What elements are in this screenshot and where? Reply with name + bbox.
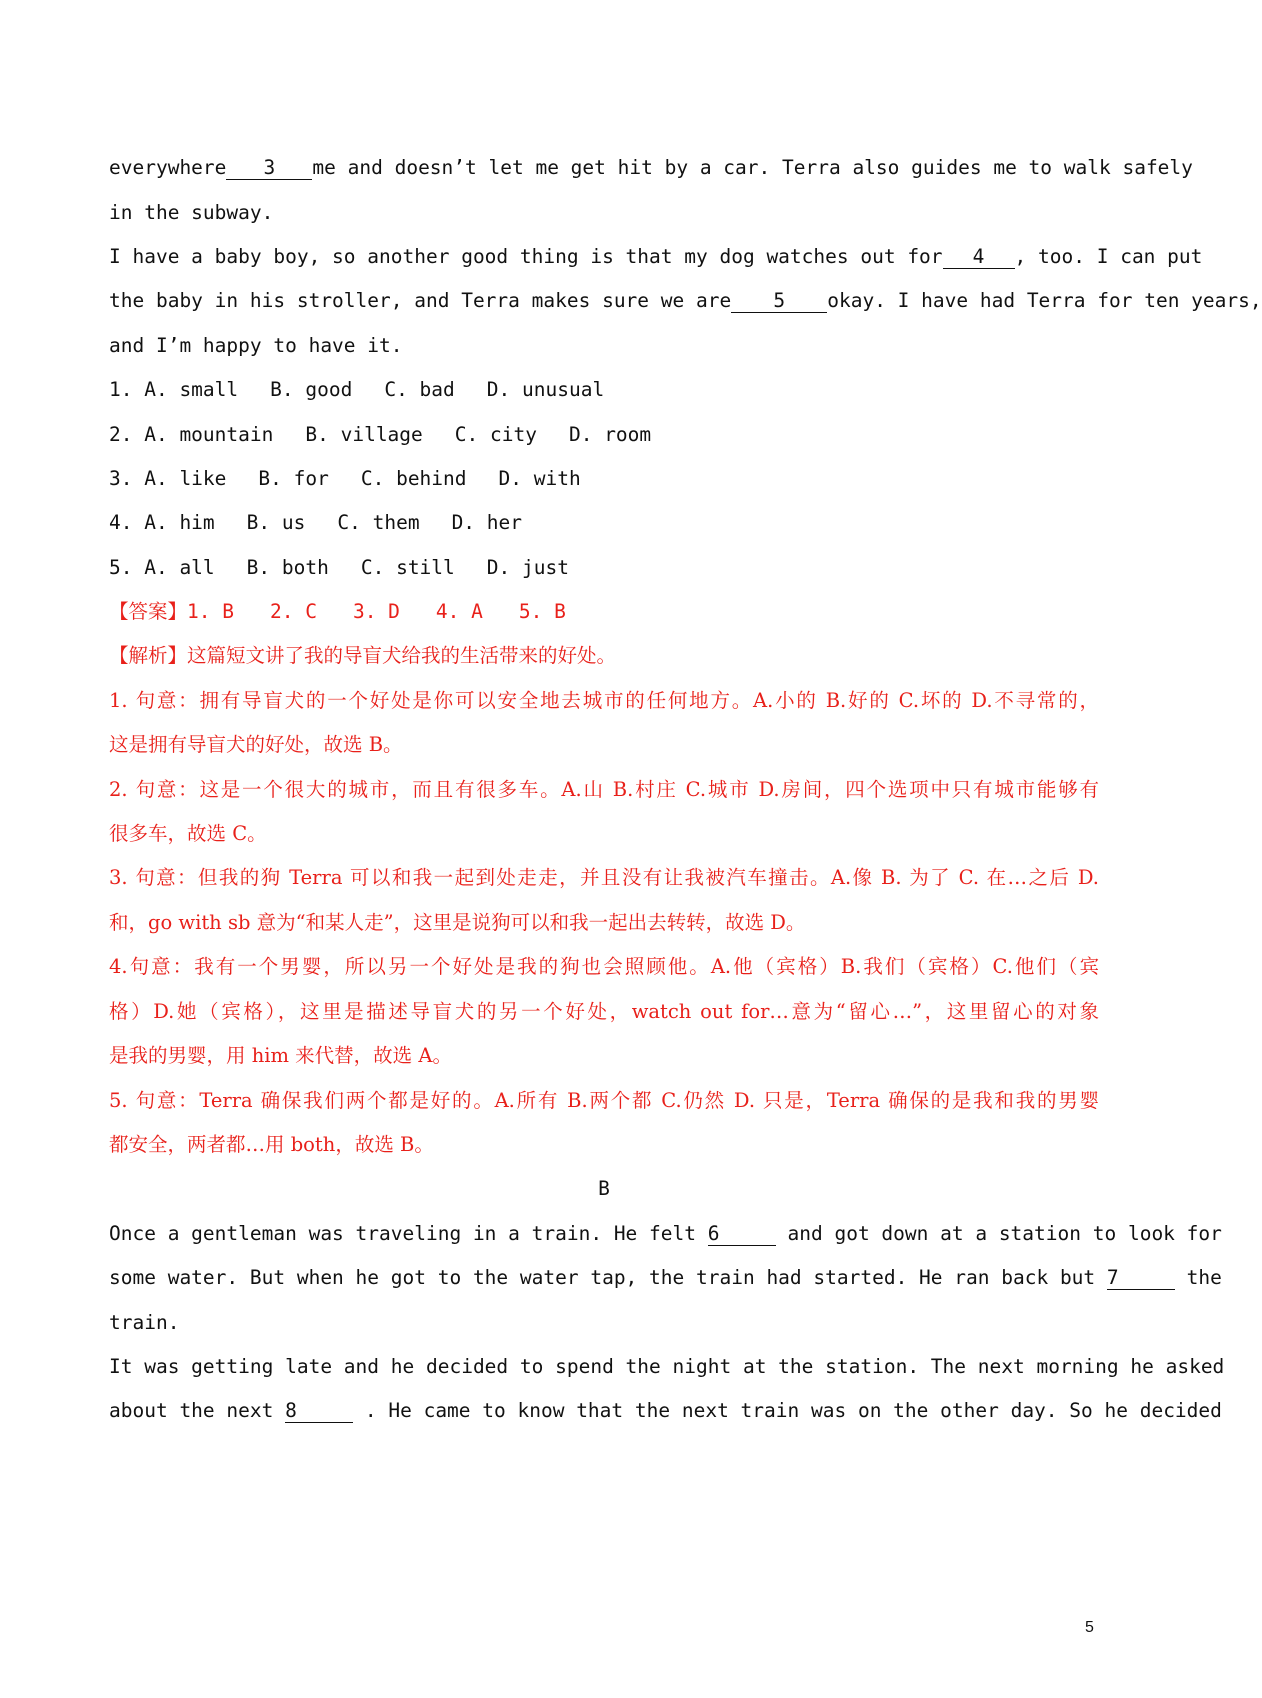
- passage-a-line-4: [109, 287, 1262, 315]
- page-number: 5: [1085, 1619, 1094, 1636]
- answer-2: 2. C: [269, 600, 317, 623]
- answer-1: 1. B: [187, 600, 234, 623]
- analysis-intro: [109, 642, 1099, 670]
- text: okay. I have had Terra for ten years,: [827, 289, 1262, 312]
- text: the baby in his stroller, and Terra makes sure we are: [109, 289, 732, 312]
- explanation-2a: 2. 句意：这是一个很大的城市，而且有很多车。A.山 B.村庄 C.城市 D.房间，四个选项中只有城市能够有: [109, 778, 1099, 801]
- answer-4: 4. A: [435, 600, 483, 623]
- blank-5: 5: [731, 290, 827, 313]
- text: . He came to know that the next train was on the other day. So he decided: [364, 1399, 1222, 1422]
- blank-3: 3: [226, 157, 312, 180]
- question-5-options: [109, 554, 1099, 582]
- explanation-4b: 格）D.她（宾格），这里是描述导盲犬的另一个好处，watch out for…意为“留心…”，这里留心的对象: [109, 1000, 1099, 1023]
- answer-5: 5. B: [518, 600, 566, 623]
- explanation-5a: 5. 句意：Terra 确保我们两个都是好的。A.所有 B.两个都 C.仍然 D. 只是，Terra 确保的是我和我的男婴: [109, 1089, 1099, 1112]
- question-4-options: [109, 509, 1099, 537]
- option-2d: D. room: [568, 423, 652, 446]
- explanation-1b: 这是拥有导盲犬的好处，故选 B。: [109, 733, 403, 756]
- option-3c: C. behind: [360, 467, 467, 490]
- option-4d: D. her: [451, 511, 523, 534]
- explanation-2b: 很多车，故选 C。: [109, 822, 267, 845]
- analysis-label: 【解析】: [109, 644, 188, 667]
- option-3b: B. for: [258, 467, 329, 490]
- text: Once a gentleman was traveling in a train. He felt: [109, 1222, 696, 1245]
- passage-a-line-5: and I’m happy to have it.: [109, 334, 403, 357]
- text: , too. I can put: [1014, 245, 1203, 268]
- explanation-3a: 3. 句意：但我的狗 Terra 可以和我一起到处走走，并且没有让我被汽车撞击。A.像 B. 为了 C. 在…之后 D.: [109, 866, 1099, 889]
- question-1-options: [109, 376, 1099, 404]
- blank-7: 7: [1107, 1267, 1175, 1290]
- option-2c: C. city: [454, 423, 537, 446]
- analysis-intro-text: 这篇短文讲了我的导盲犬给我的生活带来的好处。: [187, 644, 617, 667]
- option-1b: B. good: [270, 378, 353, 401]
- passage-b-line-1: [109, 1220, 1222, 1248]
- section-b-title: B: [598, 1177, 610, 1200]
- answer-3: 3. D: [352, 600, 400, 623]
- answer-label: 【答案】: [109, 600, 188, 623]
- option-5d: D. just: [486, 556, 569, 579]
- text: I have a baby boy, so another good thing is that my dog watches out for: [109, 245, 943, 268]
- option-5b: B. both: [246, 556, 329, 579]
- passage-b-line-3: train.: [109, 1311, 180, 1334]
- option-1d: D. unusual: [486, 378, 605, 401]
- option-3a: 3. A. like: [109, 467, 227, 490]
- option-2a: 2. A. mountain: [109, 423, 274, 446]
- text: me and doesn’t let me get hit by a car. Terra also guides me to walk safely: [312, 156, 1193, 179]
- passage-a-line-3: [109, 243, 1203, 271]
- option-2b: B. village: [305, 423, 423, 446]
- explanation-4c: 是我的男婴，用 him 来代替，故选 A。: [109, 1044, 452, 1067]
- option-4a: 4. A. him: [109, 511, 215, 534]
- passage-b-line-4: It was getting late and he decided to spend the night at the station. The next morning he asked: [109, 1355, 1225, 1378]
- text: the: [1186, 1266, 1222, 1289]
- blank-8: 8: [285, 1400, 353, 1423]
- text: about the next: [109, 1399, 274, 1422]
- question-3-options: [109, 465, 1099, 493]
- explanation-5b: 都安全，两者都…用 both，故选 B。: [109, 1133, 434, 1156]
- blank-6: 6: [708, 1223, 776, 1246]
- explanation-4a: 4.句意：我有一个男婴，所以另一个好处是我的狗也会照顾他。A.他（宾格）B.我们（宾格）C.他们（宾: [109, 955, 1099, 978]
- blank-4: 4: [943, 246, 1015, 269]
- explanation-3b: 和，go with sb 意为“和某人走”，这里是说狗可以和我一起出去转转，故选 D。: [109, 911, 806, 934]
- option-3d: D. with: [498, 467, 581, 490]
- option-4b: B. us: [246, 511, 306, 534]
- text: and got down at a station to look for: [787, 1222, 1222, 1245]
- explanation-1a: 1. 句意：拥有导盲犬的一个好处是你可以安全地去城市的任何地方。A.小的 B.好的 C.坏的 D.不寻常的，: [109, 689, 1099, 712]
- passage-b-line-2: [109, 1264, 1222, 1292]
- option-1c: C. bad: [384, 378, 455, 401]
- passage-b-line-5: [109, 1397, 1222, 1425]
- option-5c: C. still: [360, 556, 455, 579]
- question-2-options: [109, 421, 1099, 449]
- option-1a: 1. A. small: [109, 378, 239, 401]
- passage-a-line-1: [109, 154, 1193, 182]
- option-4c: C. them: [337, 511, 420, 534]
- text: everywhere: [109, 156, 227, 179]
- text: some water. But when he got to the water tap, the train had started. He ran back but: [109, 1266, 1096, 1289]
- passage-a-line-2: in the subway.: [109, 201, 274, 224]
- option-5a: 5. A. all: [109, 556, 215, 579]
- answer-line: [109, 598, 1099, 626]
